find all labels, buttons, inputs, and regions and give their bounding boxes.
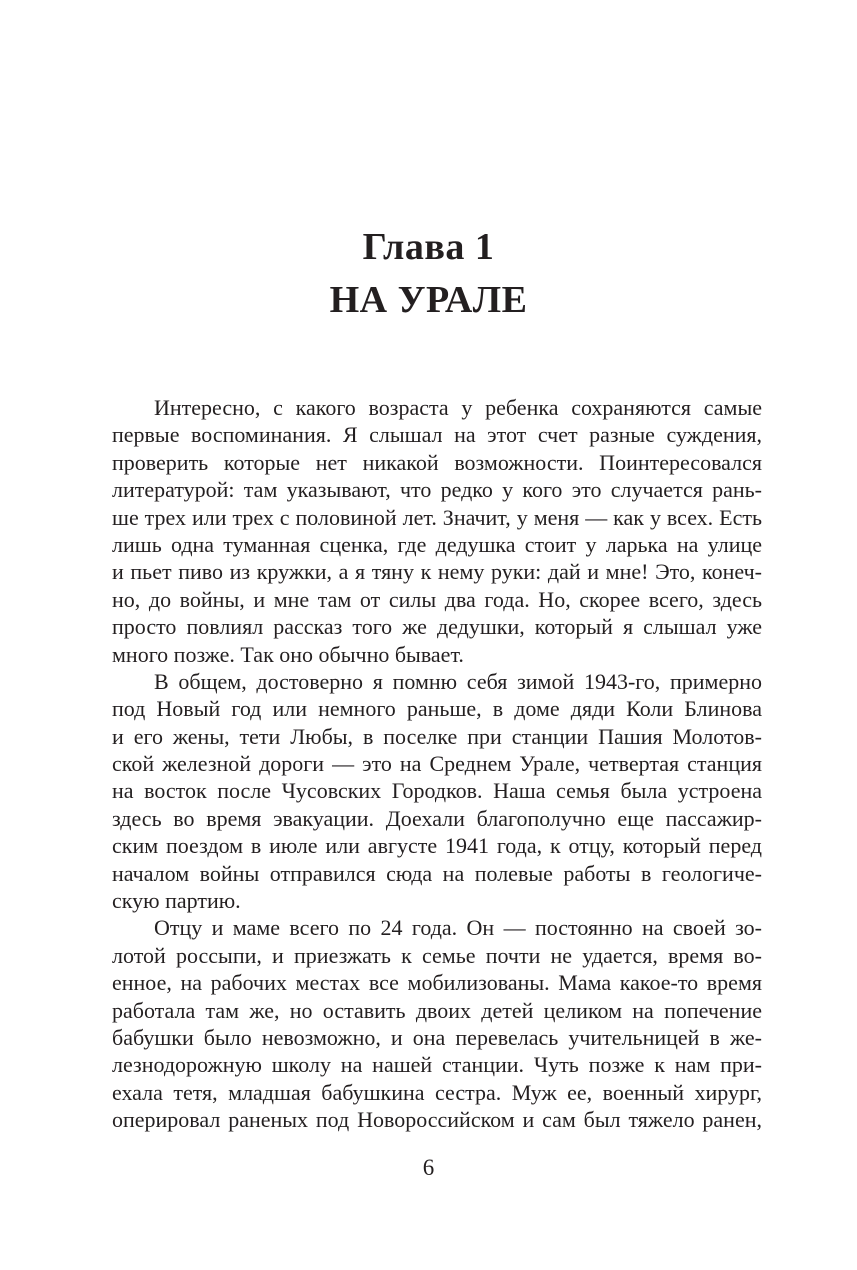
text-line: В общем, достоверно я помню себя зимой 1943-го, примерно <box>154 668 762 694</box>
text-line: проверить которые нет никакой возможности. Поинтересовался <box>112 449 762 475</box>
text-line: лезнодорожную школу на нашей станции. Чуть позже к нам при- <box>112 1052 762 1078</box>
chapter-title: НА УРАЛЕ <box>329 279 528 321</box>
text-line: енное, на рабочих местах все мобилизованы. Мама какое-то время <box>112 970 762 996</box>
text-line: оперировал раненых под Новороссийском и сам был тяжело ранен, <box>112 1107 762 1133</box>
text-line: первые воспоминания. Я слышал на этот счет разные суждения, <box>112 422 762 448</box>
text-line: и пьет пиво из кружки, а я тяну к нему руки: дай и мне! Это, конеч- <box>112 559 762 585</box>
text-line: Отцу и маме всего по 24 года. Он — постоянно на своей зо- <box>154 915 762 941</box>
text-line: работала там же, но оставить двоих детей целиком на попечение <box>112 997 762 1023</box>
text-line: под Новый год или немного раньше, в доме дяди Коли Блинова <box>112 696 762 722</box>
text-line: бабушки было невозможно, и она перевелась учительницей в же- <box>112 1024 762 1050</box>
text-line: ехала тетя, младшая бабушкина сестра. Муж ее, военный хирург, <box>112 1079 762 1105</box>
text-line: лотой россыпи, и приезжать к семье почти не удается, время во- <box>112 942 762 968</box>
text-line: ской железной дороги — это на Среднем Урале, четвертая станция <box>112 751 762 777</box>
text-line: лишь одна туманная сценка, где дедушка стоит у ларька на улице <box>112 531 762 557</box>
chapter-number: Глава 1 <box>362 226 495 268</box>
text-line: Интересно, с какого возраста у ребенка сохраняются самые <box>154 395 762 420</box>
text-line: скую партию. <box>112 888 241 914</box>
text-line: литературой: там указывают, что редко у кого это случается рань- <box>112 477 762 503</box>
text-line: но, до войны, и мне там от силы два года. Но, скорее всего, здесь <box>112 586 762 612</box>
text-line: ше трех или трех с половиной лет. Значит, у меня — как у всех. Есть <box>112 504 762 530</box>
text-line: на восток после Чусовских Городков. Наша семья была устроена <box>112 778 762 804</box>
text-line: много позже. Так оно обычно бывает. <box>112 641 464 667</box>
body-text <box>112 394 762 1134</box>
text-line: здесь во время эвакуации. Доехали благополучно еще пассажир- <box>112 805 762 831</box>
page-number: 6 <box>422 1155 435 1180</box>
text-line: и его жены, тети Любы, в поселке при станции Пашия Молотов- <box>112 723 762 749</box>
text-line: ским поездом в июле или августе 1941 года, к отцу, который перед <box>112 833 762 859</box>
text-line: началом войны отправился сюда на полевые работы в геологиче- <box>112 860 762 886</box>
text-line: просто повлиял рассказ того же дедушки, который я слышал уже <box>112 614 762 640</box>
